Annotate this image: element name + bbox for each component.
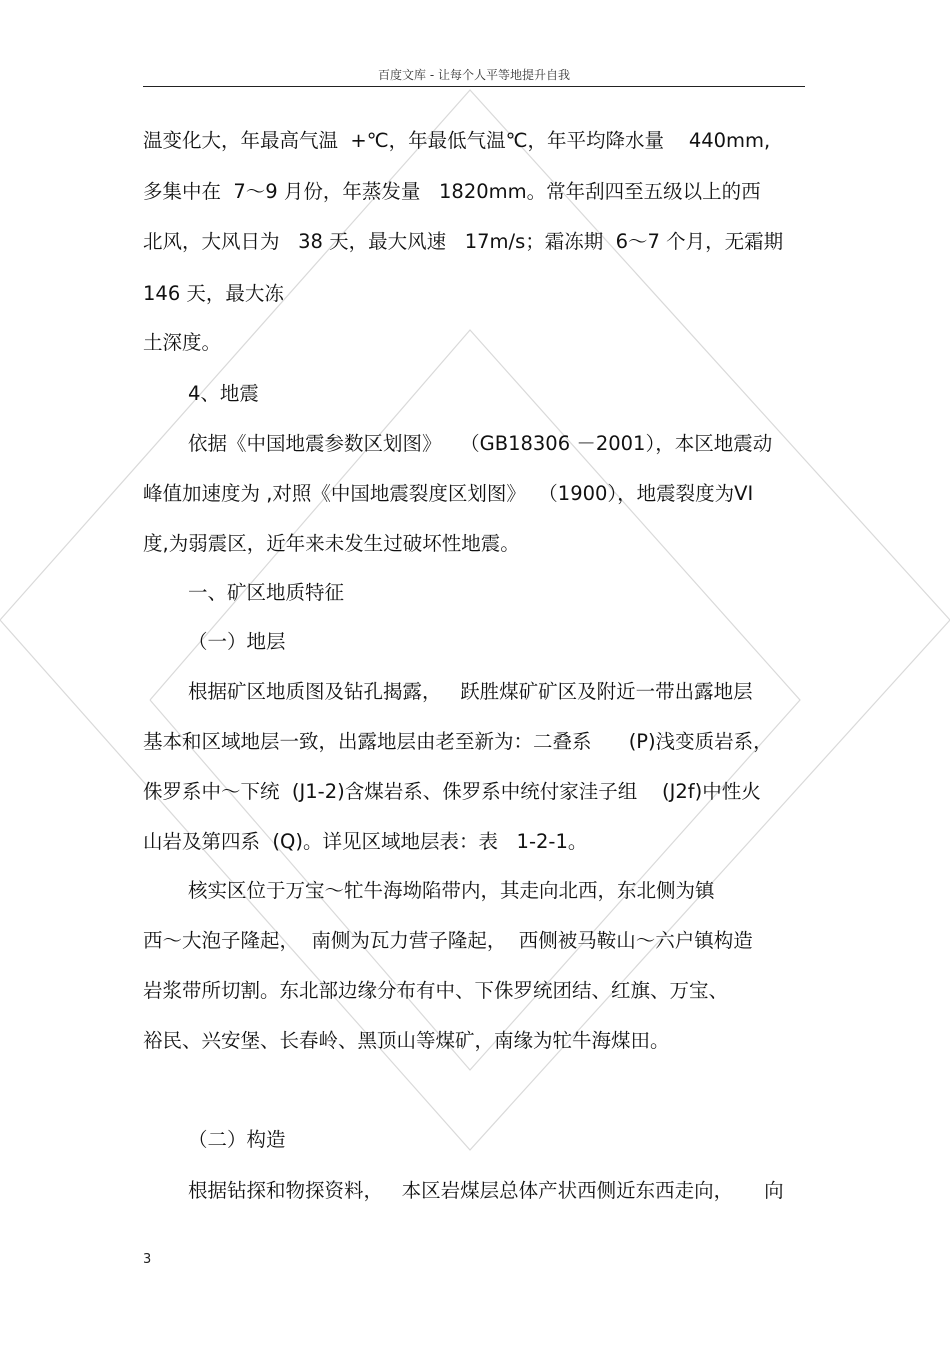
subsection-heading-structure: （二）构造: [188, 1128, 286, 1151]
body-line-12: 根据矿区地质图及钻孔揭露， 跃胜煤矿矿区及附近一带出露地层: [188, 680, 753, 703]
page-header: 百度文库 - 让每个人平等地提升自我: [378, 68, 570, 82]
page-number: 3: [143, 1252, 152, 1267]
body-line-3: 北风，大风日为 38 天，最大风速 17m/s；霜冻期 6～7 个月，无霜期: [143, 230, 784, 253]
body-line-9: 度,为弱震区，近年来未发生过破坏性地震。: [143, 532, 520, 555]
section-heading-earthquake: 4、地震: [188, 382, 259, 405]
body-line-16: 核实区位于万宝～牤牛海坳陷带内，其走向北西，东北侧为镇: [188, 879, 715, 902]
subsection-heading-strata: （一）地层: [188, 630, 286, 653]
body-line-7: 依据《中国地震参数区划图》 （GB18306 －2001），本区地震动: [188, 432, 773, 455]
body-line-4: 146 天，最大冻: [143, 282, 284, 305]
body-line-2: 多集中在 7～9 月份，年蒸发量 1820mm。常年刮四至五级以上的西: [143, 180, 761, 203]
body-line-5: 土深度。: [143, 331, 222, 354]
header-divider: [143, 86, 805, 87]
body-line-21: 根据钻探和物探资料， 本区岩煤层总体产状西侧近东西走向， 向: [188, 1179, 784, 1202]
body-line-1: 温变化大，年最高气温 +℃，年最低气温℃，年平均降水量 440mm,: [143, 129, 771, 152]
body-line-19: 裕民、兴安堡、长春岭、黑顶山等煤矿，南缘为牤牛海煤田。: [143, 1029, 670, 1052]
body-line-18: 岩浆带所切割。东北部边缘分布有中、下侏罗统团结、红旗、万宝、: [143, 979, 729, 1002]
section-heading-geology: 一、矿区地质特征: [188, 581, 345, 604]
body-line-17: 西～大泡子隆起， 南侧为瓦力营子隆起， 西侧被马鞍山～六户镇构造: [143, 929, 753, 952]
body-line-8: 峰值加速度为 ,对照《中国地震裂度区划图》 （1900），地震裂度为VI: [143, 482, 754, 505]
body-line-13: 基本和区域地层一致，出露地层由老至新为：二叠系 (P)浅变质岩系，: [143, 730, 773, 753]
body-line-14: 侏罗系中～下统 (J1-2)含煤岩系、侏罗系中统付家洼子组 (J2f)中性火: [143, 780, 761, 803]
body-line-15: 山岩及第四系 (Q)。详见区域地层表：表 1-2-1。: [143, 830, 588, 853]
